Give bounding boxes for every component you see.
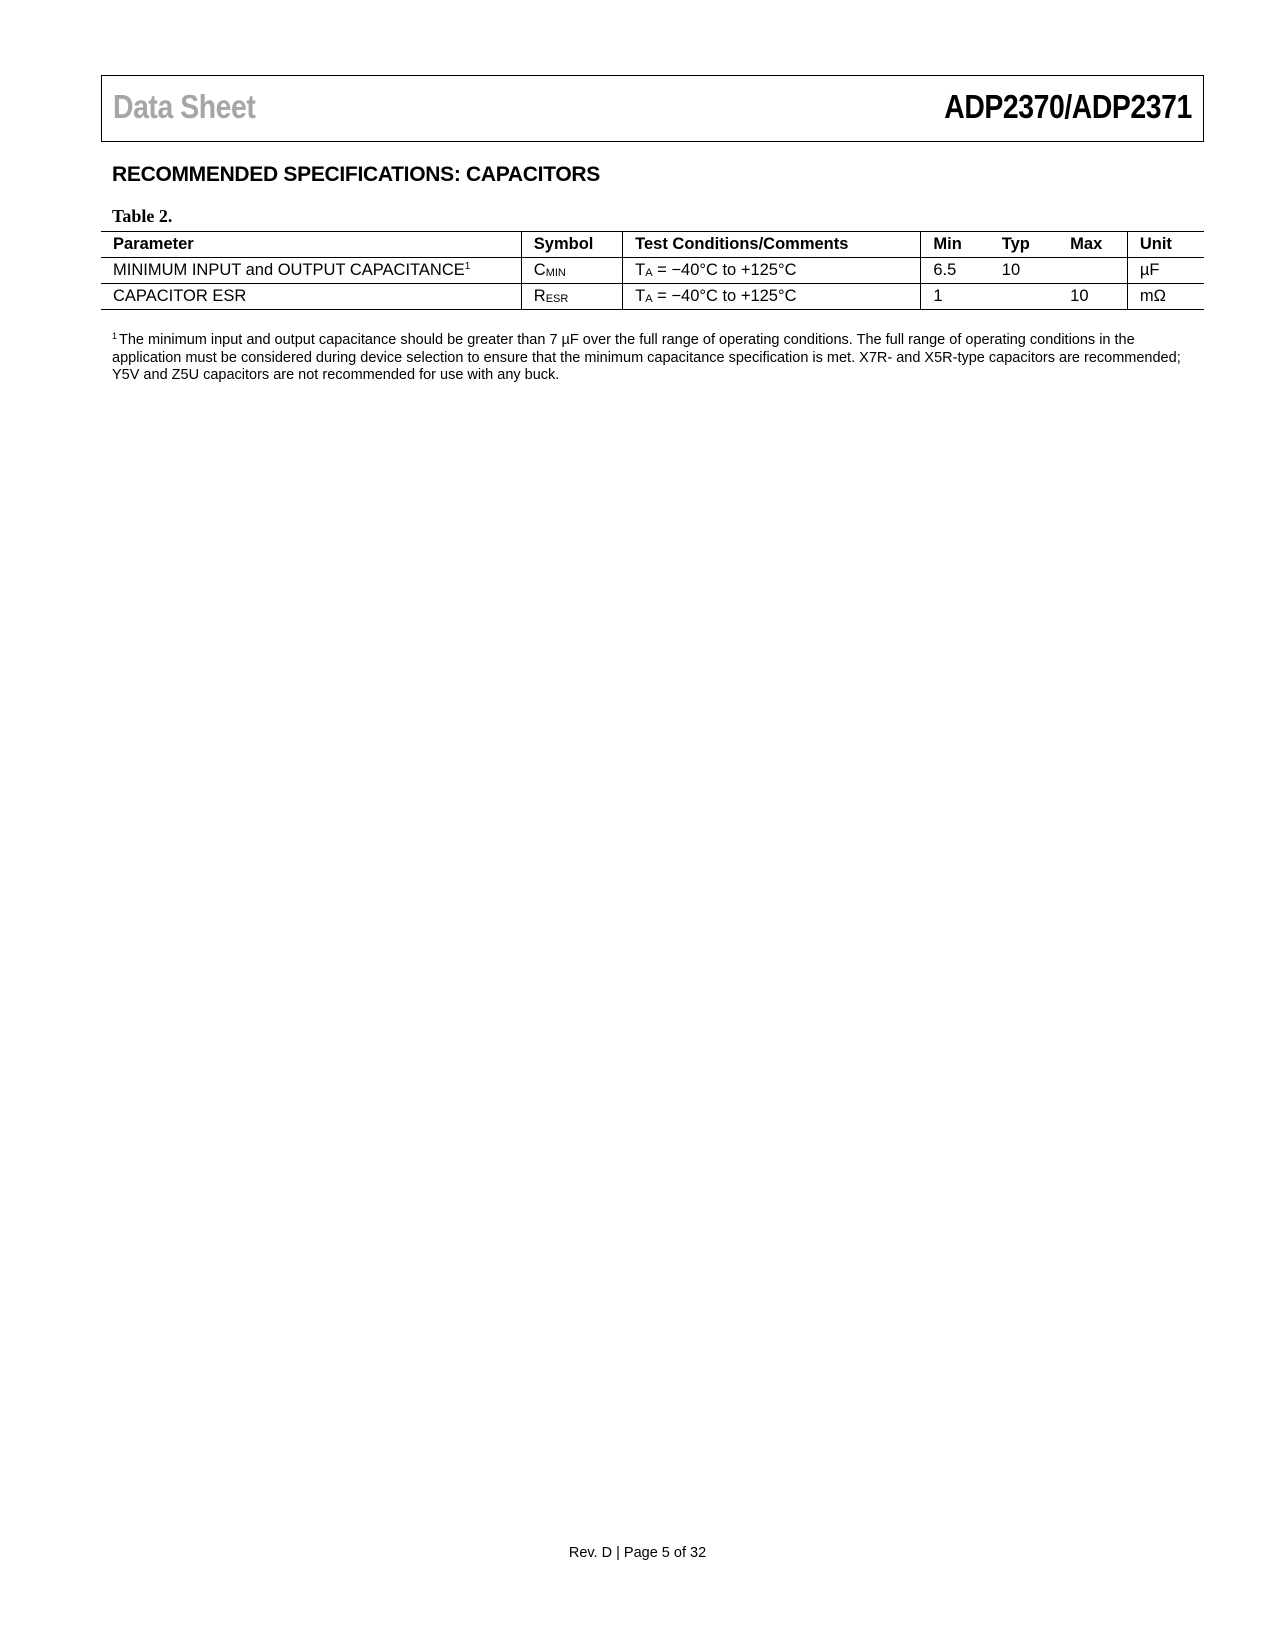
cell-parameter bbox=[101, 284, 521, 310]
parameter-text: CAPACITOR ESR bbox=[113, 287, 247, 305]
cond-main: T bbox=[635, 261, 646, 279]
part-number: ADP2370/ADP2371 bbox=[944, 88, 1192, 125]
header-unit: Unit bbox=[1127, 232, 1204, 258]
page-header bbox=[101, 75, 1204, 142]
header-conditions: Test Conditions/Comments bbox=[623, 232, 921, 258]
symbol-main: C bbox=[533, 261, 546, 279]
header-parameter: Parameter bbox=[101, 232, 521, 258]
cell-min: 1 bbox=[921, 284, 990, 310]
table-caption: Table 2. bbox=[112, 206, 173, 226]
cell-min: 6.5 bbox=[921, 258, 990, 284]
capacitor-spec-table bbox=[101, 231, 1204, 310]
section-title: RECOMMENDED SPECIFICATIONS: CAPACITORS bbox=[112, 163, 600, 186]
cell-symbol bbox=[521, 284, 622, 310]
cell-typ: 10 bbox=[990, 258, 1058, 284]
page-footer: Rev. D | Page 5 of 32 bbox=[568, 1545, 707, 1561]
header-min: Min bbox=[921, 232, 990, 258]
cell-conditions bbox=[623, 284, 921, 310]
cell-conditions bbox=[623, 258, 921, 284]
table-header-row bbox=[101, 232, 1204, 258]
cond-main: T bbox=[635, 287, 646, 305]
symbol-subscript: MIN bbox=[545, 267, 566, 279]
symbol-main: R bbox=[533, 287, 546, 305]
parameter-text: MINIMUM INPUT and OUTPUT CAPACITANCE bbox=[113, 261, 465, 279]
cond-subscript: A bbox=[645, 267, 653, 279]
cell-max bbox=[1058, 258, 1127, 284]
footnote-marker: 1 bbox=[112, 331, 118, 341]
cond-subscript: A bbox=[645, 293, 653, 305]
cell-symbol bbox=[521, 258, 622, 284]
cond-rest: = −40°C to +125°C bbox=[652, 261, 797, 279]
footnote-ref: 1 bbox=[464, 261, 471, 272]
symbol-subscript: ESR bbox=[545, 293, 569, 305]
header-symbol: Symbol bbox=[521, 232, 622, 258]
footnote-text: The minimum input and output capacitance should be greater than 7 µF over the full range of operating conditions. The full range of operating conditions in the application must be considered during device selection to ensure that the minimum capacitance specification is met. X7R- and X5R-type capacitors are recommended; Y5V and Z5U capacitors are not recommended for use with any buck. bbox=[112, 332, 1181, 383]
cell-typ bbox=[990, 284, 1058, 310]
cell-unit: µF bbox=[1127, 258, 1204, 284]
header-max: Max bbox=[1058, 232, 1127, 258]
cell-max: 10 bbox=[1058, 284, 1127, 310]
table-footnote bbox=[112, 328, 1207, 385]
header-typ: Typ bbox=[990, 232, 1058, 258]
cond-rest: = −40°C to +125°C bbox=[652, 287, 797, 305]
doc-type-label: Data Sheet bbox=[113, 88, 256, 125]
cell-parameter bbox=[101, 258, 521, 284]
cell-unit: mΩ bbox=[1127, 284, 1204, 310]
table-row bbox=[101, 284, 1204, 310]
table-row bbox=[101, 258, 1204, 284]
